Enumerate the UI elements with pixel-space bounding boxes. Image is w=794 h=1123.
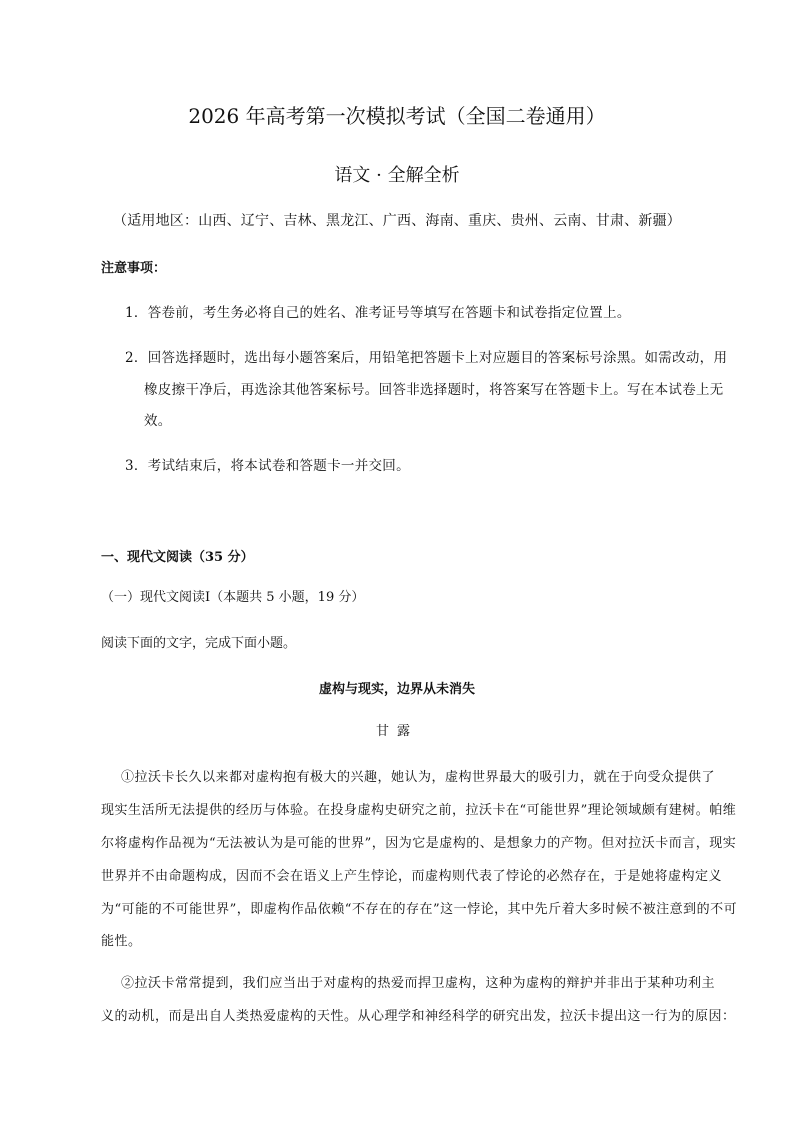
subsection-heading: （一）现代文阅读Ⅰ（本题共 5 小题，19 分） xyxy=(101,590,365,605)
section-heading: 一、现代文阅读（35 分） xyxy=(101,550,254,565)
applicable-regions: （适用地区：山西、辽宁、吉林、黑龙江、广西、海南、重庆、贵州、云南、甘肃、新疆） xyxy=(113,213,681,229)
paragraph-1-line: 世界并不由命题构成，因而不会在语义上产生悖论，而虚构则代表了悖论的必然存在，于是她将虚构定义 xyxy=(101,869,723,884)
notice-item-3: 3．考试结束后，将本试卷和答题卡一并交回。 xyxy=(125,458,410,474)
exam-title: 2026 年高考第一次模拟考试（全国二卷通用） xyxy=(188,104,606,128)
article-title: 虚构与现实，边界从未消失 xyxy=(318,682,475,697)
notice-item-2-line-2: 橡皮擦干净后，再选涂其他答案标号。回答非选择题时，将答案写在答题卡上。写在本试卷上无 xyxy=(144,382,724,398)
exam-subtitle: 语文 · 全解全析 xyxy=(334,165,460,186)
paragraph-1-line: 为“可能的不可能世界”，即虚构作品依赖“不存在的存在”这一悖论，其中先斤着大多时候不被注意到的不可 xyxy=(101,902,738,917)
notice-item-2-line-1: 2．回答选择题时，选出每小题答案后，用铅笔把答题卡上对应题目的答案标号涂黑。如需改动，用 xyxy=(125,350,728,366)
paragraph-1-line: ①拉沃卡长久以来都对虚构抱有极大的兴趣，她认为，虚构世界最大的吸引力，就在于向受众提供了 xyxy=(121,770,716,785)
article-author: 甘露 xyxy=(375,724,418,739)
paragraph-1-line: 能性。 xyxy=(101,934,142,949)
paragraph-2-line: ②拉沃卡常常提到，我们应当出于对虚构的热爱而捍卫虚构，这种为虚构的辩护并非出于某种功利主 xyxy=(121,976,716,991)
notice-item-2-line-3: 效。 xyxy=(144,413,172,429)
paragraph-1-line: 现实生活所无法提供的经历与体验。在投身虚构史研究之前，拉沃卡在“可能世界”理论领域颇有建树。帕维 xyxy=(101,803,737,818)
notice-heading: 注意事项： xyxy=(101,261,167,276)
reading-instruction: 阅读下面的文字，完成下面小题。 xyxy=(101,636,297,651)
paragraph-1-line: 尔将虚构作品视为“无法被认为是可能的世界”，因为它是虚构的、是想象力的产物。但对拉沃卡而言，现实 xyxy=(101,836,737,851)
paragraph-2-line: 义的动机，而是出自人类热爱虚构的天性。从心理学和神经科学的研究出发，拉沃卡提出这一行为的原因： xyxy=(101,1009,736,1024)
notice-item-1: 1．答卷前，考生务必将自己的姓名、准考证号等填写在答题卡和试卷指定位置上。 xyxy=(125,305,631,321)
